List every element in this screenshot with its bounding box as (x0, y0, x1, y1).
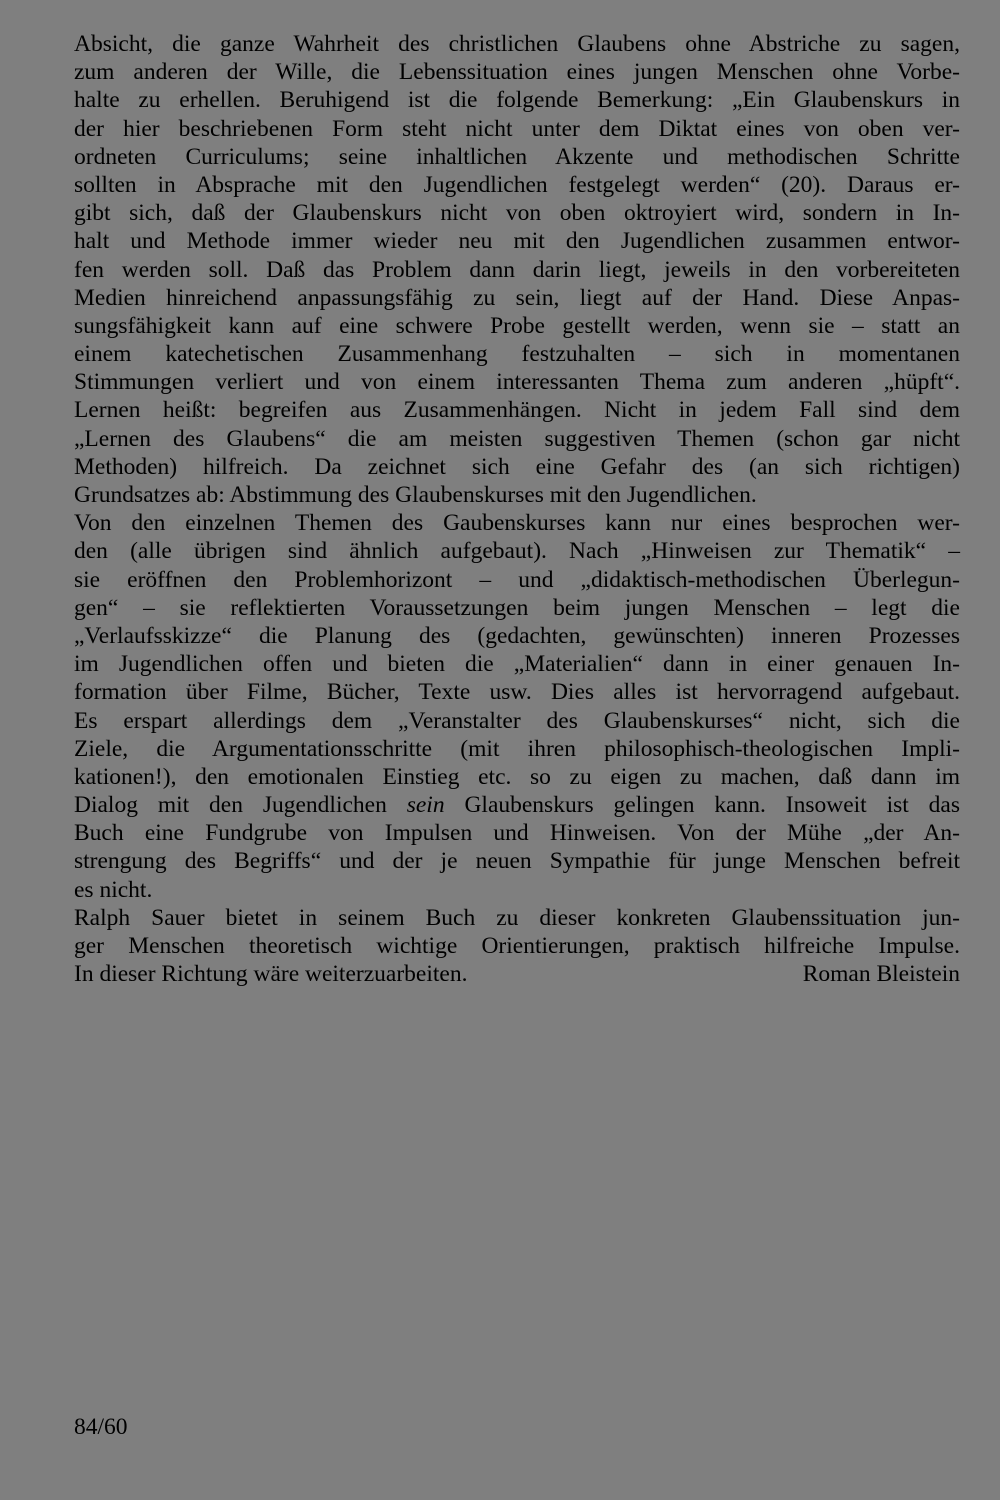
text-line: Medien hinreichend anpassungsfähig zu sein, liegt auf der Hand. Diese Anpas- (74, 284, 960, 311)
text-line: gen“ – sie reflektierten Voraussetzungen beim jungen Menschen – legt die (74, 594, 960, 621)
text-line: Absicht, die ganze Wahrheit des christlichen Glaubens ohne Abstriche zu sagen, (74, 31, 960, 57)
text-line: der hier beschriebenen Form steht nicht unter dem Diktat eines von oben ver- (74, 115, 960, 142)
text-line: Von den einzelnen Themen des Gaubenskurses kann nur eines besprochen wer- (74, 510, 960, 537)
text-line: Ziele, die Argumentationsschritte (mit ihren philosophisch-theologischen Impli- (74, 735, 960, 762)
text-line: Stimmungen verliert und von einem interessanten Thema zum anderen „hüpft“. (74, 369, 960, 396)
closing-text: In dieser Richtung wäre weiterzuarbeiten. (74, 961, 468, 988)
text-line: fen werden soll. Daß das Problem dann darin liegt, jeweils in den vorbereiteten (74, 256, 960, 283)
text-line: ger Menschen theoretisch wichtige Orientierungen, praktisch hilfreiche Impulse. (74, 933, 960, 959)
text-segment: Dialog mit den Jugendlichen (74, 792, 407, 819)
emphasized-word: sein (406, 792, 445, 819)
text-line: Es erspart allerdings dem „Veranstalter des Glaubenskurses“ nicht, sich die (74, 707, 960, 734)
text-line: im Jugendlichen offen und bieten die „Materialien“ dann in einer genauen In- (74, 651, 960, 678)
paragraph-3 (74, 904, 960, 989)
text-line: Grundsatzes ab: Abstimmung des Glaubenskurses mit den Jugendlichen. (74, 482, 757, 508)
text-line: halte zu erhellen. Beruhigend ist die folgende Bemerkung: „Ein Glaubenskurs in (74, 87, 960, 114)
text-line-with-emphasis (74, 791, 960, 819)
text-line: es nicht. (74, 876, 153, 903)
body-text (74, 30, 960, 988)
text-line: „Verlaufsskizze“ die Planung des (gedachten, gewünschten) inneren Prozesses (74, 622, 960, 649)
text-line: sungsfähigkeit kann auf eine schwere Probe gestellt werden, wenn sie – statt an (74, 312, 960, 339)
text-line: Ralph Sauer bietet in seinem Buch zu dieser konkreten Glaubenssituation jun- (74, 904, 960, 931)
text-line: formation über Filme, Bücher, Texte usw. Dies alles ist hervorragend aufgebaut. (74, 679, 960, 706)
text-line: sollten in Absprache mit den Jugendlichen festgelegt werden“ (20). Daraus er- (74, 171, 960, 198)
text-line: sie eröffnen den Problemhorizont – und „didaktisch-methodischen Überlegun- (74, 566, 960, 593)
text-line: ordneten Curriculums; seine inhaltlichen Akzente und methodischen Schritte (74, 143, 960, 170)
text-line: einem katechetischen Zusammenhang festzuhalten – sich in momentanen (74, 341, 960, 368)
text-line: Methoden) hilfreich. Da zeichnet sich eine Gefahr des (an sich richtigen) (74, 453, 960, 480)
paragraph-1 (74, 30, 960, 509)
text-line: halt und Methode immer wieder neu mit den Jugendlichen zusammen entwor- (74, 228, 960, 255)
text-line: den (alle übrigen sind ähnlich aufgebaut). Nach „Hinweisen zur Thematik“ – (74, 538, 960, 565)
text-line: kationen!), den emotionalen Einstieg etc. so zu eigen zu machen, daß dann im (74, 763, 960, 790)
page-number: 84/60 (74, 1414, 128, 1440)
text-segment: Glaubenskurs gelingen kann. Insoweit ist das (444, 792, 960, 819)
author-signature: Roman Bleistein (802, 961, 960, 988)
paragraph-2 (74, 509, 960, 904)
text-line: strengung des Begriffs“ und der je neuen Sympathie für junge Menschen befreit (74, 848, 960, 875)
text-line: Lernen heißt: begreifen aus Zusammenhängen. Nicht in jedem Fall sind dem (74, 397, 960, 424)
closing-line (74, 960, 960, 988)
text-line: Buch eine Fundgrube von Impulsen und Hinweisen. Von der Mühe „der An- (74, 820, 960, 847)
text-line: „Lernen des Glaubens“ die am meisten suggestiven Themen (schon gar nicht (74, 425, 960, 452)
text-line: gibt sich, daß der Glaubenskurs nicht von oben oktroyiert wird, sondern in In- (74, 200, 960, 227)
text-line: zum anderen der Wille, die Lebenssituation eines jungen Menschen ohne Vorbe- (74, 59, 960, 86)
